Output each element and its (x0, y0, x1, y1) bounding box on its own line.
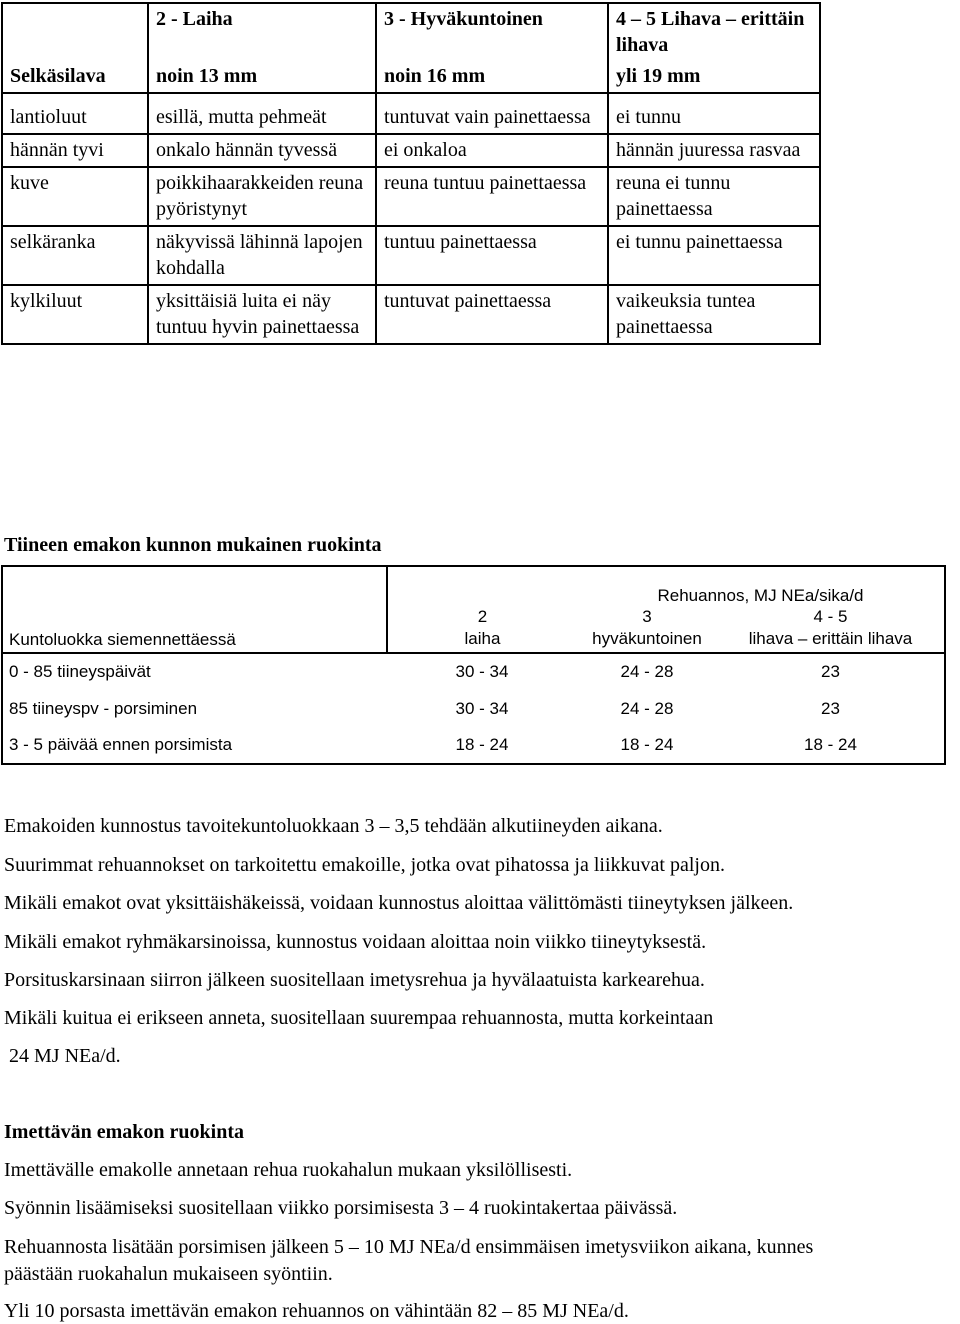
paragraph: päästään ruokahalun mukaiseen syöntiin. (4, 1263, 333, 1285)
col-num: 2 (477, 607, 488, 626)
col-header-3 (577, 606, 717, 653)
cell: 18 - 24 (577, 727, 717, 764)
paragraph: Emakoiden kunnostus tavoitekuntoluokkaan 3 – 3,5 tehdään alkutiineyden aikana. (4, 815, 663, 837)
cell: 23 (717, 690, 945, 727)
cell: esillä, mutta pehmeät (148, 93, 376, 134)
col-header-4-5 (717, 606, 945, 653)
row-label: lantioluut (2, 93, 148, 134)
col-num: 3 (642, 607, 652, 626)
row-label: Selkäsilava (2, 61, 148, 93)
paragraph: 24 MJ NEa/d. (4, 1045, 121, 1067)
table-row (2, 167, 820, 226)
table-row (2, 727, 945, 764)
lactation-heading: Imettävän emakon ruokinta (4, 1121, 245, 1143)
group-header-row (2, 566, 945, 606)
table-row (2, 93, 820, 134)
cell: tuntuu painettaessa (376, 226, 608, 285)
header-class-4-5: 4 – 5 Lihava – erittäin lihava (608, 3, 820, 61)
paragraph: Syönnin lisäämiseksi suositellaan viikko porsimisesta 3 – 4 ruokintakertaa päivässä. (4, 1197, 678, 1219)
cell: 24 - 28 (620, 698, 674, 718)
column-header-row (2, 606, 945, 653)
cell: reuna tuntuu painettaessa (376, 167, 608, 226)
cell: yksittäisiä luita ei näy tuntuu hyvin painettaessa (148, 285, 376, 344)
row-label: 85 tiineyspv - porsiminen (2, 690, 387, 727)
table-row (2, 226, 820, 285)
header-class-2: 2 - Laiha (148, 3, 376, 61)
cell: 23 (717, 653, 945, 690)
row-label: hännän tyvi (2, 134, 148, 167)
col-label: hyväkuntoinen (592, 629, 702, 648)
paragraph: Rehuannosta lisätään porsimisen jälkeen 5 – 10 MJ NEa/d ensimmäisen imetysviikon aikana, kunnes (4, 1236, 814, 1258)
feeding-table-heading: Tiineen emakon kunnon mukainen ruokinta (4, 534, 382, 556)
row-label: kylkiluut (2, 285, 148, 344)
cell: ei onkaloa (376, 134, 608, 167)
cell: yli 19 mm (608, 61, 820, 93)
col-label: lihava – erittäin lihava (748, 629, 913, 648)
cell: noin 13 mm (148, 61, 376, 93)
table-header-row (2, 3, 820, 61)
cell: ei tunnu painettaessa (608, 226, 820, 285)
cell: näkyvissä lähinnä lapojen kohdalla (148, 226, 376, 285)
cell: 30 - 34 (455, 662, 509, 681)
cell: ei tunnu (608, 93, 820, 134)
header-empty-cell (2, 3, 148, 61)
paragraph: Suurimmat rehuannokset on tarkoitettu emakoille, jotka ovat pihatossa ja liikkuvat paljon. (4, 854, 725, 876)
table-row (2, 653, 945, 690)
cell: hännän juuressa rasvaa (608, 134, 820, 167)
cell: reuna ei tunnu painettaessa (608, 167, 820, 226)
row-label: kuve (2, 167, 148, 226)
paragraph: Porsituskarsinaan siirron jälkeen suositellaan imetysrehua ja hyvälaatuista karkearehua. (4, 969, 705, 991)
blank-cell (2, 566, 387, 606)
row-label: 3 - 5 päivää ennen porsimista (2, 727, 387, 764)
paragraph: Yli 10 porsasta imettävän emakon rehuannos on vähintään 82 – 85 MJ NEa/d. (4, 1300, 629, 1322)
cell: poikkihaarakkeiden reuna pyöristynyt (148, 167, 376, 226)
cell: noin 16 mm (376, 61, 608, 93)
table-row (2, 690, 945, 727)
col-num: 4 - 5 (813, 607, 848, 626)
cell: 30 - 34 (455, 698, 509, 718)
row-label: 0 - 85 tiineyspäivät (2, 653, 387, 690)
col-header-2 (387, 606, 577, 653)
paragraph: Mikäli emakot ryhmäkarsinoissa, kunnostus voidaan aloittaa noin viikko tiineytyksestä. (4, 931, 707, 953)
cell: 18 - 24 (387, 727, 577, 764)
cell: tuntuvat painettaessa (376, 285, 608, 344)
cell: vaikeuksia tuntea painettaessa (608, 285, 820, 344)
blank-cell (387, 566, 577, 606)
paragraph: Mikäli kuitua ei erikseen anneta, suositellaan suurempaa rehuannosta, mutta korkeintaan (4, 1007, 714, 1029)
cell: onkalo hännän tyvessä (148, 134, 376, 167)
body-condition-table (1, 2, 821, 345)
cell: 24 - 28 (620, 662, 674, 681)
col-label: laiha (464, 629, 501, 648)
condition-class-header: Kuntoluokka siemennettäessä (2, 606, 387, 653)
table-row (2, 61, 820, 93)
row-label: selkäranka (2, 226, 148, 285)
cell: 18 - 24 (717, 727, 945, 764)
ration-group-header: Rehuannos, MJ NEa/sika/d (577, 566, 945, 606)
table-row (2, 285, 820, 344)
paragraph: Mikäli emakot ovat yksittäishäkeissä, voidaan kunnostus aloittaa välittömästi tiineytyksen jälkeen. (4, 892, 794, 914)
cell: tuntuvat vain painettaessa (376, 93, 608, 134)
header-class-3: 3 - Hyväkuntoinen (376, 3, 608, 61)
feeding-table (1, 565, 946, 765)
paragraph: Imettävälle emakolle annetaan rehua ruokahalun mukaan yksilöllisesti. (4, 1159, 573, 1181)
table-row (2, 134, 820, 167)
